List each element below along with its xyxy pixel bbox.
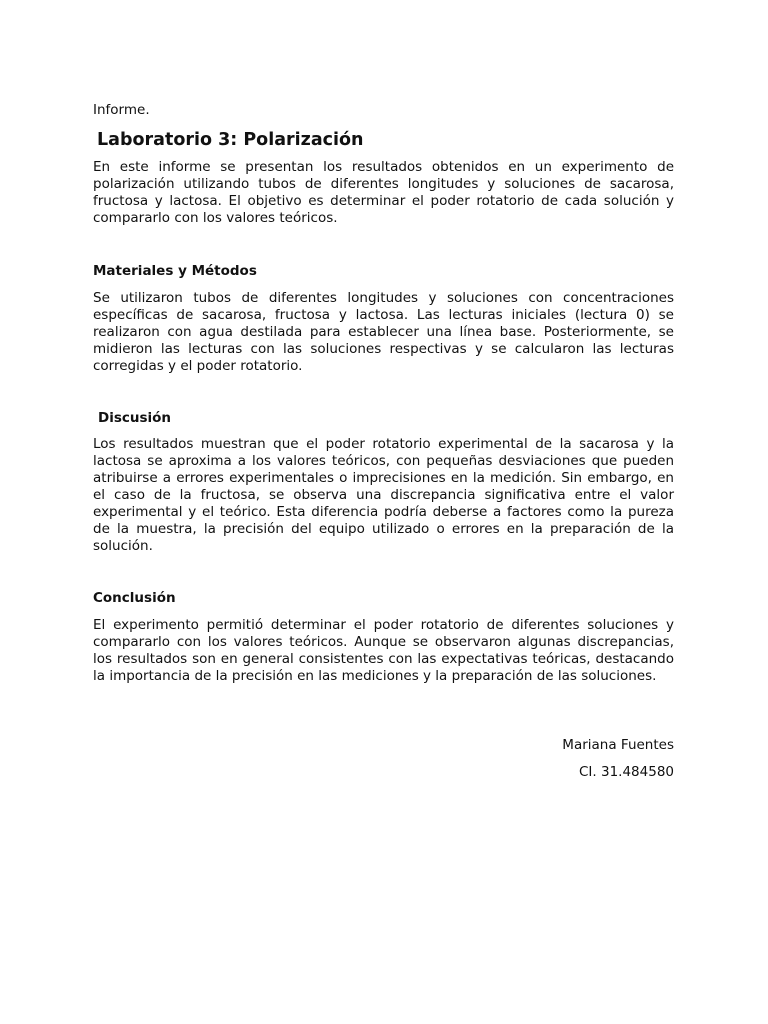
section-body-discusion: Los resultados muestran que el poder rotatorio experimental de la sacarosa y la lactosa se aproxima a los valores teóricos, con pequeñas desviaciones que pueden atribuirse a errores experimentales o imprecisiones en la medición. Sin embargo, en el caso de la fructosa, se observa una discrepancia significativa entre el valor experimental y el teórico. Esta diferencia podría deberse a factores como la pureza de la muestra, la precisión del equipo utilizado o errores en la preparación de la solución. — [93, 436, 674, 554]
document-title: Laboratorio 3: Polarización — [97, 130, 364, 150]
section-heading-discusion: Discusión — [98, 410, 172, 426]
section-heading-conclusion: Conclusión — [93, 590, 176, 606]
signature-id: CI. 31.484580 — [579, 764, 674, 780]
document-label: Informe. — [93, 102, 150, 118]
intro-paragraph: En este informe se presentan los resultados obtenidos en un experimento de polarización utilizando tubos de diferentes longitudes y soluciones de sacarosa, fructosa y lactosa. El objetivo es determinar el poder rotatorio de cada solución y compararlo con los valores teóricos. — [93, 159, 674, 226]
section-body-conclusion: El experimento permitió determinar el poder rotatorio de diferentes soluciones y compararlo con los valores teóricos. Aunque se observaron algunas discrepancias, los resultados son en general consistentes con las expectativas teóricas, destacando la importancia de la precisión en las mediciones y la preparación de las soluciones. — [93, 617, 674, 684]
section-heading-materiales: Materiales y Métodos — [93, 263, 257, 279]
signature-name: Mariana Fuentes — [562, 737, 674, 753]
section-body-materiales: Se utilizaron tubos de diferentes longitudes y soluciones con concentraciones específicas de sacarosa, fructosa y lactosa. Las lecturas iniciales (lectura 0) se realizaron con agua destilada para establecer una línea base. Posteriormente, se midieron las lecturas con las soluciones respectivas y se calcularon las lecturas corregidas y el poder rotatorio. — [93, 290, 674, 374]
